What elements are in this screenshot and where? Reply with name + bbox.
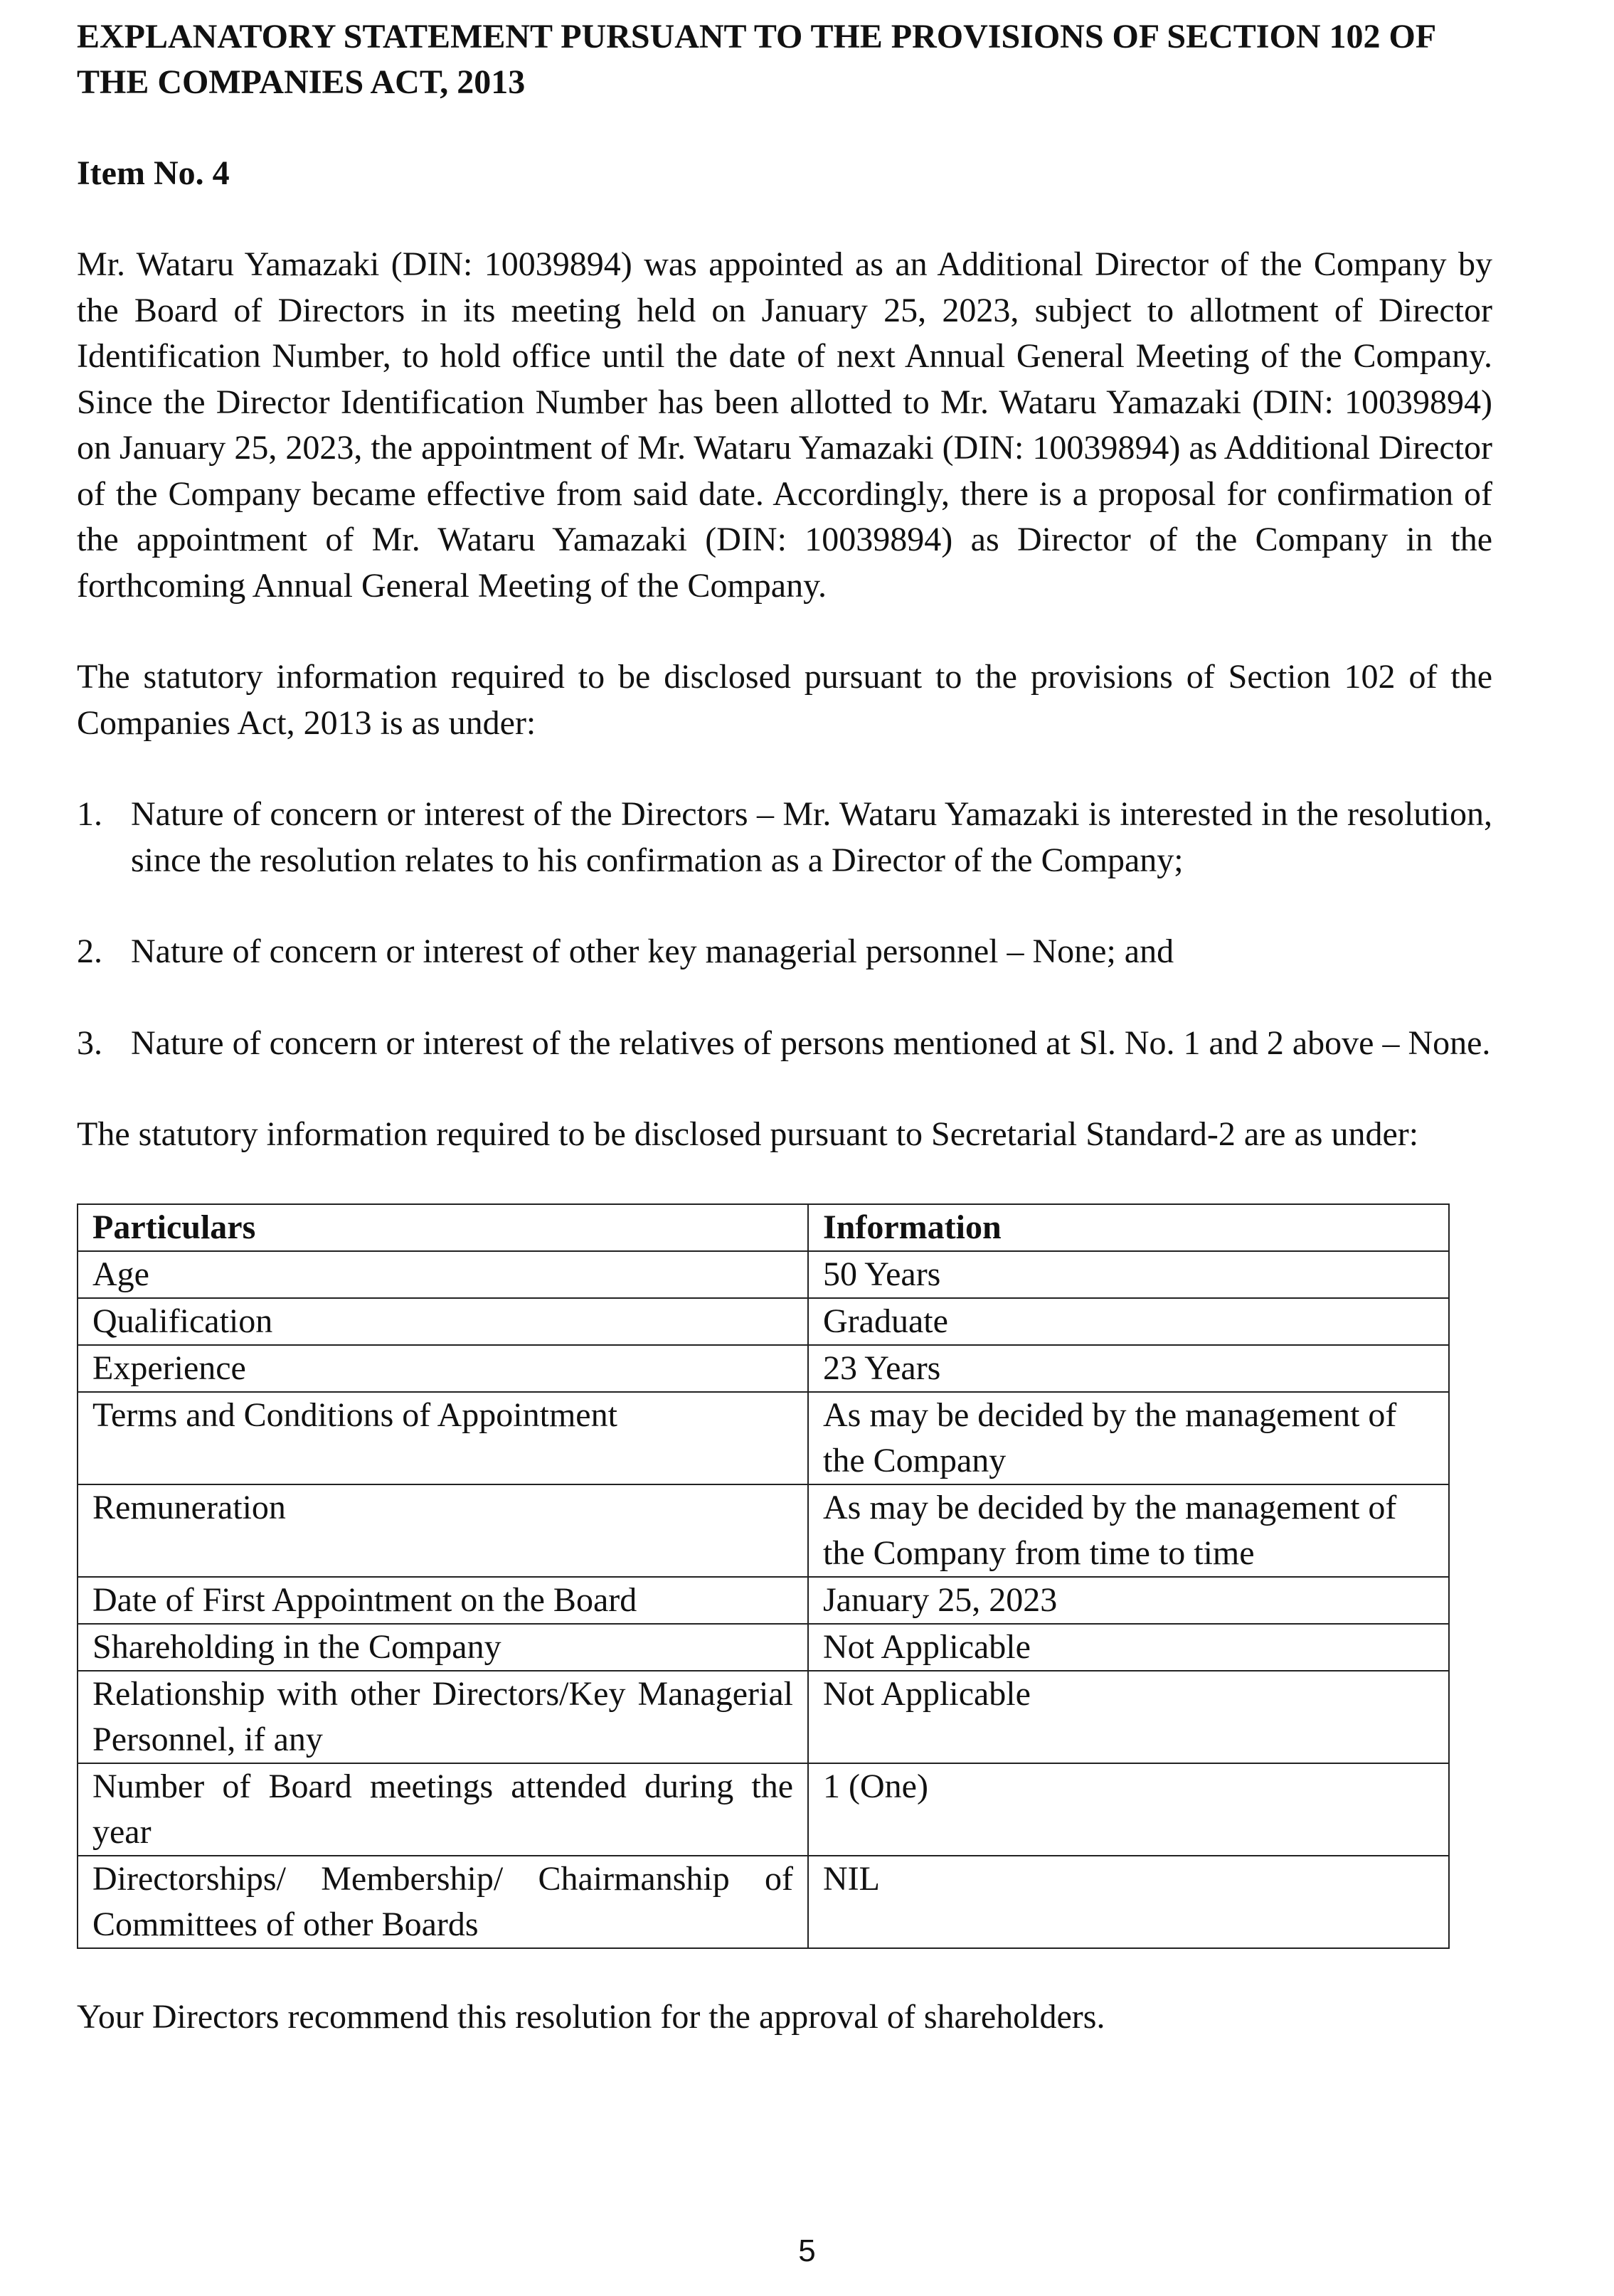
document-heading: EXPLANATORY STATEMENT PURSUANT TO THE PROVISIONS OF SECTION 102 OF THE COMPANIES ACT, 2013 xyxy=(77,18,1435,101)
table-cell-particular: Experience xyxy=(78,1345,808,1392)
table-cell-particular: Relationship with other Directors/Key Managerial Personnel, if any xyxy=(78,1671,808,1763)
table-cell-information: January 25, 2023 xyxy=(808,1577,1449,1624)
table-row xyxy=(78,1856,1449,1948)
item-number: Item No. 4 xyxy=(77,154,230,192)
secretarial-standard-paragraph: The statutory information required to be disclosed pursuant to Secretarial Standard-2 are as under: xyxy=(77,1115,1419,1153)
list-item-text: Nature of concern or interest of the relatives of persons mentioned at Sl. No. 1 and 2 above – None. xyxy=(131,1024,1491,1062)
table-cell-particular: Terms and Conditions of Appointment xyxy=(78,1392,808,1484)
appointment-paragraph: Mr. Wataru Yamazaki (DIN: 10039894) was appointed as an Additional Director of the Company by the Board of Directors in its meeting held on January 25, 2023, subject to allotment of Director Identification Number, to hold office until the date of next Annual General Meeting of the Company. Since the Director Identification Number has been allotted to Mr. Wataru Yamazaki (DIN: 10039894) on January 25, 2023, the appointment of Mr. Wataru Yamazaki (DIN: 10039894) as Additional Director of the Company became effective from said date. Accordingly, there is a proposal for confirmation of the appointment of Mr. Wataru Yamazaki (DIN: 10039894) as Director of the Company in the forthcoming Annual General Meeting of the Company. xyxy=(77,245,1492,605)
list-item xyxy=(77,792,1492,883)
list-item xyxy=(77,1021,1492,1067)
table-cell-information: 50 Years xyxy=(808,1251,1449,1298)
table-row xyxy=(78,1484,1449,1577)
column-header-particulars: Particulars xyxy=(78,1204,808,1251)
table-cell-particular: Age xyxy=(78,1251,808,1298)
table-cell-particular: Number of Board meetings attended during the year xyxy=(78,1763,808,1856)
page-number: 5 xyxy=(798,2233,816,2268)
list-item-text: Nature of concern or interest of the Directors – Mr. Wataru Yamazaki is interested in the resolution, since the resolution relates to his confirmation as a Director of the Company; xyxy=(131,795,1492,879)
table-cell-information: As may be decided by the management of the Company xyxy=(808,1392,1449,1484)
list-item-number: 1. xyxy=(77,795,102,833)
table-row xyxy=(78,1392,1449,1484)
list-item-text: Nature of concern or interest of other key managerial personnel – None; and xyxy=(131,932,1174,970)
document-page xyxy=(77,14,1492,2040)
table-row xyxy=(78,1251,1449,1298)
list-item-number: 3. xyxy=(77,1024,102,1062)
list-item-number: 2. xyxy=(77,932,102,970)
table-row xyxy=(78,1624,1449,1671)
table-row xyxy=(78,1298,1449,1345)
column-header-information: Information xyxy=(808,1204,1449,1251)
table-cell-information: Graduate xyxy=(808,1298,1449,1345)
table-row xyxy=(78,1763,1449,1856)
table-cell-information: 23 Years xyxy=(808,1345,1449,1392)
table-cell-particular: Remuneration xyxy=(78,1484,808,1577)
statutory-info-paragraph: The statutory information required to be disclosed pursuant to the provisions of Section 102 of the Companies Act, 2013 is as under: xyxy=(77,658,1492,742)
table-cell-particular: Qualification xyxy=(78,1298,808,1345)
table-cell-particular: Shareholding in the Company xyxy=(78,1624,808,1671)
closing-recommendation: Your Directors recommend this resolution for the approval of shareholders. xyxy=(77,1997,1105,2036)
director-info-table xyxy=(77,1203,1450,1949)
table-cell-information: Not Applicable xyxy=(808,1671,1449,1763)
table-cell-information: NIL xyxy=(808,1856,1449,1948)
table-cell-information: 1 (One) xyxy=(808,1763,1449,1856)
table-cell-information: As may be decided by the management of the Company from time to time xyxy=(808,1484,1449,1577)
table-cell-information: Not Applicable xyxy=(808,1624,1449,1671)
table-cell-particular: Date of First Appointment on the Board xyxy=(78,1577,808,1624)
table-row xyxy=(78,1577,1449,1624)
table-cell-particular: Directorships/ Membership/ Chairmanship of Committees of other Boards xyxy=(78,1856,808,1948)
list-item xyxy=(77,929,1492,975)
table-row xyxy=(78,1671,1449,1763)
table-header-row xyxy=(78,1204,1449,1251)
concern-list xyxy=(77,792,1492,1066)
table-row xyxy=(78,1345,1449,1392)
